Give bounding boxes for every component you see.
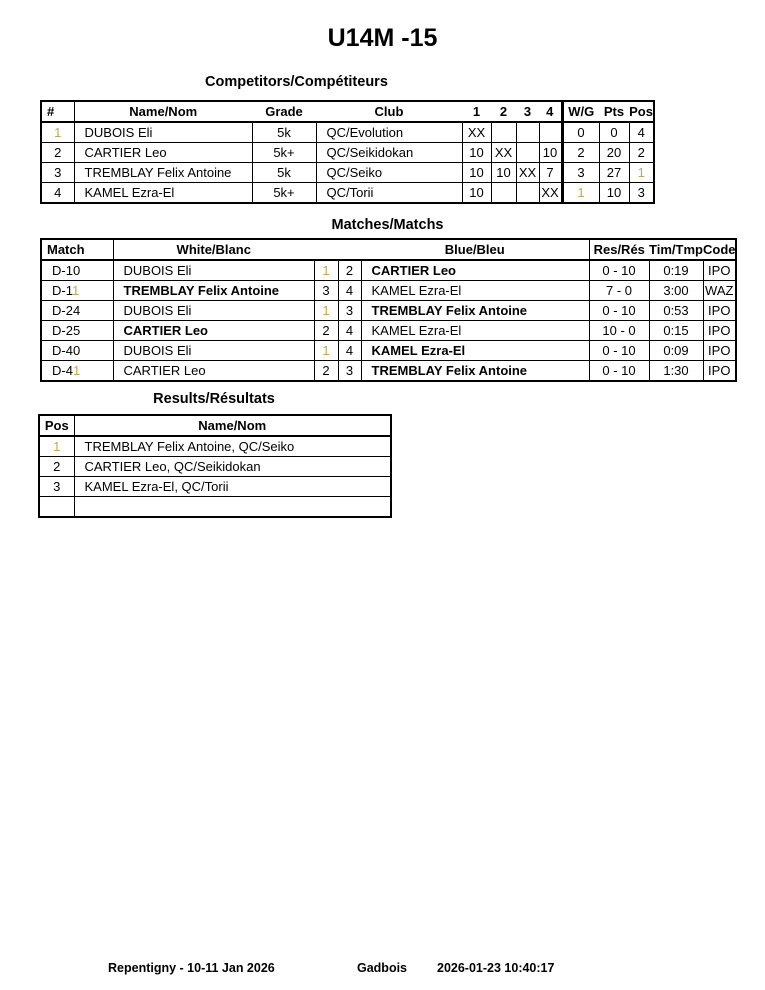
blue-competitor-name: KAMEL Ezra-El: [361, 341, 589, 361]
match-time: 0:19: [649, 260, 703, 281]
white-competitor-number: 1: [314, 260, 338, 281]
white-competitor-name: DUBOIS Eli: [113, 341, 314, 361]
col-time: Tim/Tmp: [649, 239, 703, 260]
competitor-grade: 5k: [252, 163, 316, 183]
competitors-table: [40, 100, 655, 204]
match-time: 1:30: [649, 361, 703, 382]
col-club: Club: [316, 101, 462, 122]
match-code: IPO: [703, 361, 736, 382]
competitor-number: 3: [41, 163, 74, 183]
results-header-row: [39, 415, 391, 436]
points-total: 20: [599, 143, 629, 163]
points-total: 0: [599, 122, 629, 143]
match-code: IPO: [703, 260, 736, 281]
match-code: IPO: [703, 341, 736, 361]
round-score-4: 10: [539, 143, 562, 163]
round-score-4: 7: [539, 163, 562, 183]
blue-competitor-name: CARTIER Leo: [361, 260, 589, 281]
match-result: 7 - 0: [589, 281, 649, 301]
competitor-number: 2: [41, 143, 74, 163]
match-id: D-41: [41, 361, 113, 382]
round-score-1: XX: [462, 122, 491, 143]
col-blue: Blue/Bleu: [361, 239, 589, 260]
col-number: #: [41, 101, 74, 122]
col-result-position: Pos: [39, 415, 74, 436]
match-id: D-25: [41, 321, 113, 341]
page-title: U14M -15: [327, 24, 438, 52]
round-score-1: 10: [462, 183, 491, 204]
match-code: IPO: [703, 301, 736, 321]
col-white: White/Blanc: [113, 239, 314, 260]
final-position: 4: [629, 122, 654, 143]
result-name: [74, 497, 391, 518]
result-row: [39, 457, 391, 477]
blue-competitor-number: 2: [338, 260, 361, 281]
competitor-club: QC/Seikidokan: [316, 143, 462, 163]
match-row: [41, 321, 736, 341]
competitor-name: KAMEL Ezra-El: [74, 183, 252, 204]
col-position: Pos: [629, 101, 654, 122]
competitor-name: DUBOIS Eli: [74, 122, 252, 143]
match-code: WAZ: [703, 281, 736, 301]
matches-heading: Matches/Matchs: [331, 217, 444, 233]
final-position: 3: [629, 183, 654, 204]
competitor-row: [41, 183, 654, 204]
points-total: 10: [599, 183, 629, 204]
col-grade: Grade: [252, 101, 316, 122]
print-timestamp: 2026-01-23 10:40:17: [437, 961, 555, 975]
match-result: 10 - 0: [589, 321, 649, 341]
white-competitor-number: 2: [314, 321, 338, 341]
white-competitor-number: 3: [314, 281, 338, 301]
col-result-name: Name/Nom: [74, 415, 391, 436]
col-round-1: 1: [462, 101, 491, 122]
result-row: [39, 477, 391, 497]
col-code: Code: [703, 239, 736, 260]
result-position: 3: [39, 477, 74, 497]
wins-count: 1: [562, 183, 599, 204]
event-location-date: Repentigny - 10-11 Jan 2026: [108, 961, 275, 975]
col-wins: W/G: [562, 101, 599, 122]
white-competitor-name: DUBOIS Eli: [113, 260, 314, 281]
match-row: [41, 301, 736, 321]
match-code: IPO: [703, 321, 736, 341]
round-score-3: XX: [516, 163, 539, 183]
matches-header-row: [41, 239, 736, 260]
competitors-heading: Competitors/Compétiteurs: [205, 74, 388, 90]
blue-competitor-name: TREMBLAY Felix Antoine: [361, 361, 589, 382]
white-competitor-number: 2: [314, 361, 338, 382]
match-row: [41, 281, 736, 301]
col-round-4: 4: [539, 101, 562, 122]
round-score-2: 10: [491, 163, 516, 183]
competitors-header-row: [41, 101, 654, 122]
match-time: 0:53: [649, 301, 703, 321]
white-competitor-name: CARTIER Leo: [113, 361, 314, 382]
competitor-row: [41, 122, 654, 143]
competitor-name: TREMBLAY Felix Antoine: [74, 163, 252, 183]
match-row: [41, 361, 736, 382]
round-score-3: [516, 122, 539, 143]
wins-count: 0: [562, 122, 599, 143]
round-score-2: [491, 122, 516, 143]
final-position: 1: [629, 163, 654, 183]
result-name: KAMEL Ezra-El, QC/Torii: [74, 477, 391, 497]
round-score-2: [491, 183, 516, 204]
competitor-club: QC/Torii: [316, 183, 462, 204]
round-score-1: 10: [462, 163, 491, 183]
col-result: Res/Rés: [589, 239, 649, 260]
competitor-club: QC/Seiko: [316, 163, 462, 183]
blue-competitor-number: 3: [338, 301, 361, 321]
blue-competitor-number: 3: [338, 361, 361, 382]
final-position: 2: [629, 143, 654, 163]
round-score-4: [539, 122, 562, 143]
result-position: 1: [39, 436, 74, 457]
competitor-grade: 5k+: [252, 143, 316, 163]
match-id: D-10: [41, 260, 113, 281]
result-name: CARTIER Leo, QC/Seikidokan: [74, 457, 391, 477]
match-time: 0:09: [649, 341, 703, 361]
blue-competitor-name: KAMEL Ezra-El: [361, 321, 589, 341]
result-row: [39, 497, 391, 518]
result-position: [39, 497, 74, 518]
col-blue-number: [338, 239, 361, 260]
white-competitor-name: TREMBLAY Felix Antoine: [113, 281, 314, 301]
white-competitor-name: CARTIER Leo: [113, 321, 314, 341]
competitor-number: 1: [41, 122, 74, 143]
competitor-row: [41, 143, 654, 163]
results-table: [38, 414, 392, 518]
operator-name: Gadbois: [357, 961, 408, 975]
col-round-3: 3: [516, 101, 539, 122]
round-score-4: XX: [539, 183, 562, 204]
col-points: Pts: [599, 101, 629, 122]
match-id: D-40: [41, 341, 113, 361]
match-row: [41, 341, 736, 361]
result-position: 2: [39, 457, 74, 477]
match-id: D-24: [41, 301, 113, 321]
competitor-grade: 5k: [252, 122, 316, 143]
match-result: 0 - 10: [589, 341, 649, 361]
match-result: 0 - 10: [589, 260, 649, 281]
result-name: TREMBLAY Felix Antoine, QC/Seiko: [74, 436, 391, 457]
match-result: 0 - 10: [589, 301, 649, 321]
competitor-row: [41, 163, 654, 183]
round-score-2: XX: [491, 143, 516, 163]
competitor-grade: 5k+: [252, 183, 316, 204]
results-heading: Results/Résultats: [153, 391, 275, 407]
col-white-number: [314, 239, 338, 260]
blue-competitor-name: TREMBLAY Felix Antoine: [361, 301, 589, 321]
match-result: 0 - 10: [589, 361, 649, 382]
result-row: [39, 436, 391, 457]
wins-count: 3: [562, 163, 599, 183]
points-total: 27: [599, 163, 629, 183]
wins-count: 2: [562, 143, 599, 163]
match-row: [41, 260, 736, 281]
competitor-number: 4: [41, 183, 74, 204]
match-id-suffix: 1: [71, 283, 80, 298]
white-competitor-number: 1: [314, 301, 338, 321]
white-competitor-number: 1: [314, 341, 338, 361]
white-competitor-name: DUBOIS Eli: [113, 301, 314, 321]
blue-competitor-number: 4: [338, 321, 361, 341]
col-match: Match: [41, 239, 113, 260]
blue-competitor-number: 4: [338, 281, 361, 301]
blue-competitor-number: 4: [338, 341, 361, 361]
competitor-name: CARTIER Leo: [74, 143, 252, 163]
match-time: 0:15: [649, 321, 703, 341]
col-name: Name/Nom: [74, 101, 252, 122]
competitor-club: QC/Evolution: [316, 122, 462, 143]
col-round-2: 2: [491, 101, 516, 122]
match-id-suffix: 1: [72, 363, 81, 378]
round-score-3: [516, 183, 539, 204]
round-score-1: 10: [462, 143, 491, 163]
round-score-3: [516, 143, 539, 163]
matches-table: [40, 238, 737, 382]
blue-competitor-name: KAMEL Ezra-El: [361, 281, 589, 301]
match-id: D-11: [41, 281, 113, 301]
match-time: 3:00: [649, 281, 703, 301]
